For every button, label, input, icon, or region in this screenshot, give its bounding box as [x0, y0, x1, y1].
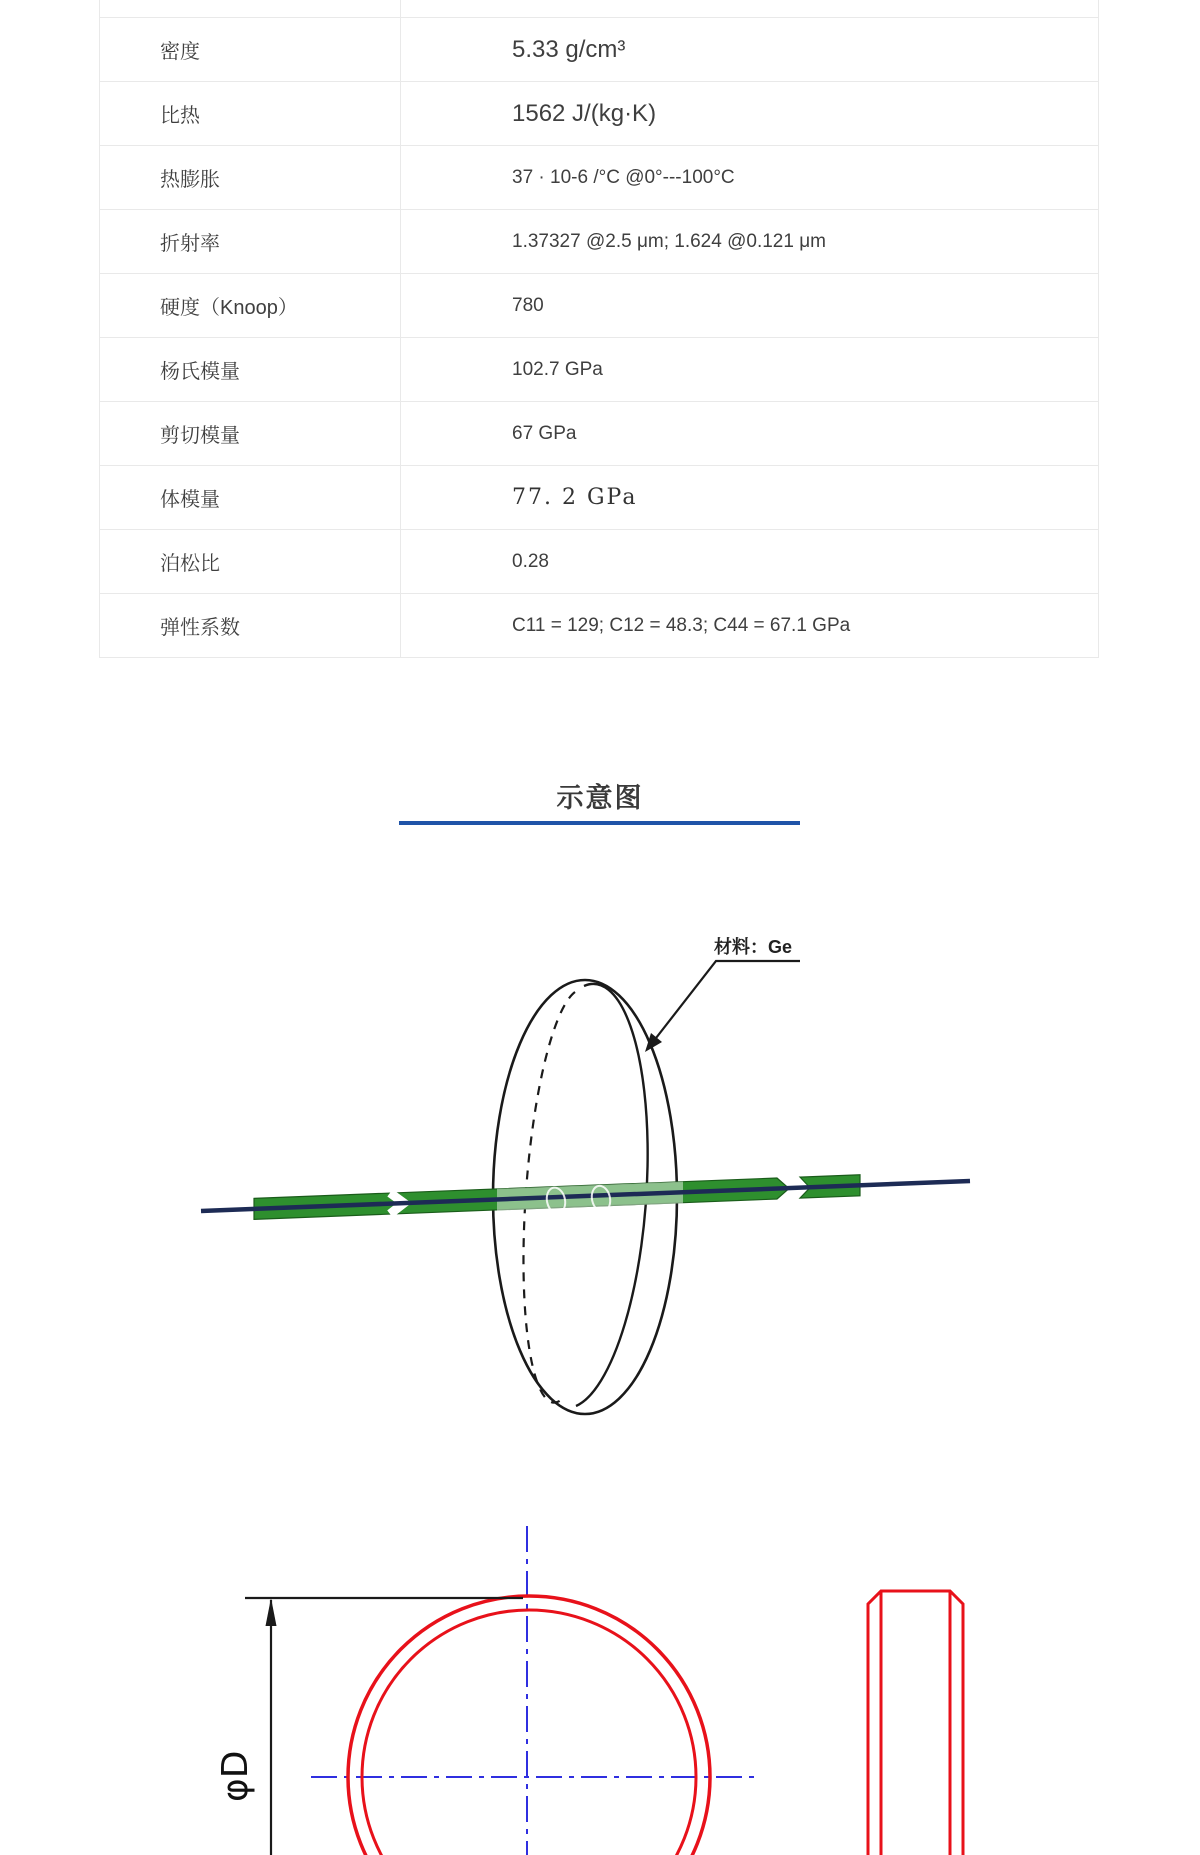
property-value: 5.33 g/cm³	[512, 35, 626, 63]
property-value: 1.37327 @2.5 μm; 1.624 @0.121 μm	[512, 230, 826, 252]
property-value: 1562 J/(kg·K)	[512, 99, 657, 127]
dimension-arrowhead	[266, 1598, 277, 1626]
diameter-label: φD	[215, 1750, 256, 1802]
material-label: 材料：Ge	[714, 937, 793, 957]
property-label: 杨氏模量	[100, 338, 401, 401]
dimension-drawing	[215, 1526, 963, 1855]
property-label: 热膨胀	[100, 146, 401, 209]
lens-inner-circle	[362, 1610, 696, 1855]
property-label: 剪切模量	[100, 402, 401, 465]
property-label: 密度	[100, 18, 401, 81]
lens-side-view	[868, 1591, 963, 1855]
beam-rod	[201, 1175, 970, 1220]
schematic-heading: 示意图	[556, 783, 644, 813]
material-callout	[645, 936, 800, 1052]
property-value: 77. 2 GPa	[512, 485, 638, 510]
property-value: 37 · 10-6 /°C @0°---100°C	[512, 166, 735, 188]
lens-outer-circle	[348, 1596, 710, 1855]
property-label: 折射率	[100, 210, 401, 273]
property-label: 比热	[100, 82, 401, 145]
property-value: 102.7 GPa	[512, 358, 603, 380]
property-value: 780	[512, 294, 544, 316]
property-label: 弹性系数	[100, 594, 401, 657]
property-label: 硬度（Knoop）	[100, 274, 401, 337]
property-value: 0.28	[512, 550, 549, 572]
leader-line	[649, 961, 800, 1047]
property-value: 67 GPa	[512, 422, 577, 444]
property-label: 泊松比	[100, 530, 401, 593]
property-value: C11 = 129; C12 = 48.3; C44 = 67.1 GPa	[512, 614, 851, 636]
property-label: 体模量	[100, 466, 401, 529]
